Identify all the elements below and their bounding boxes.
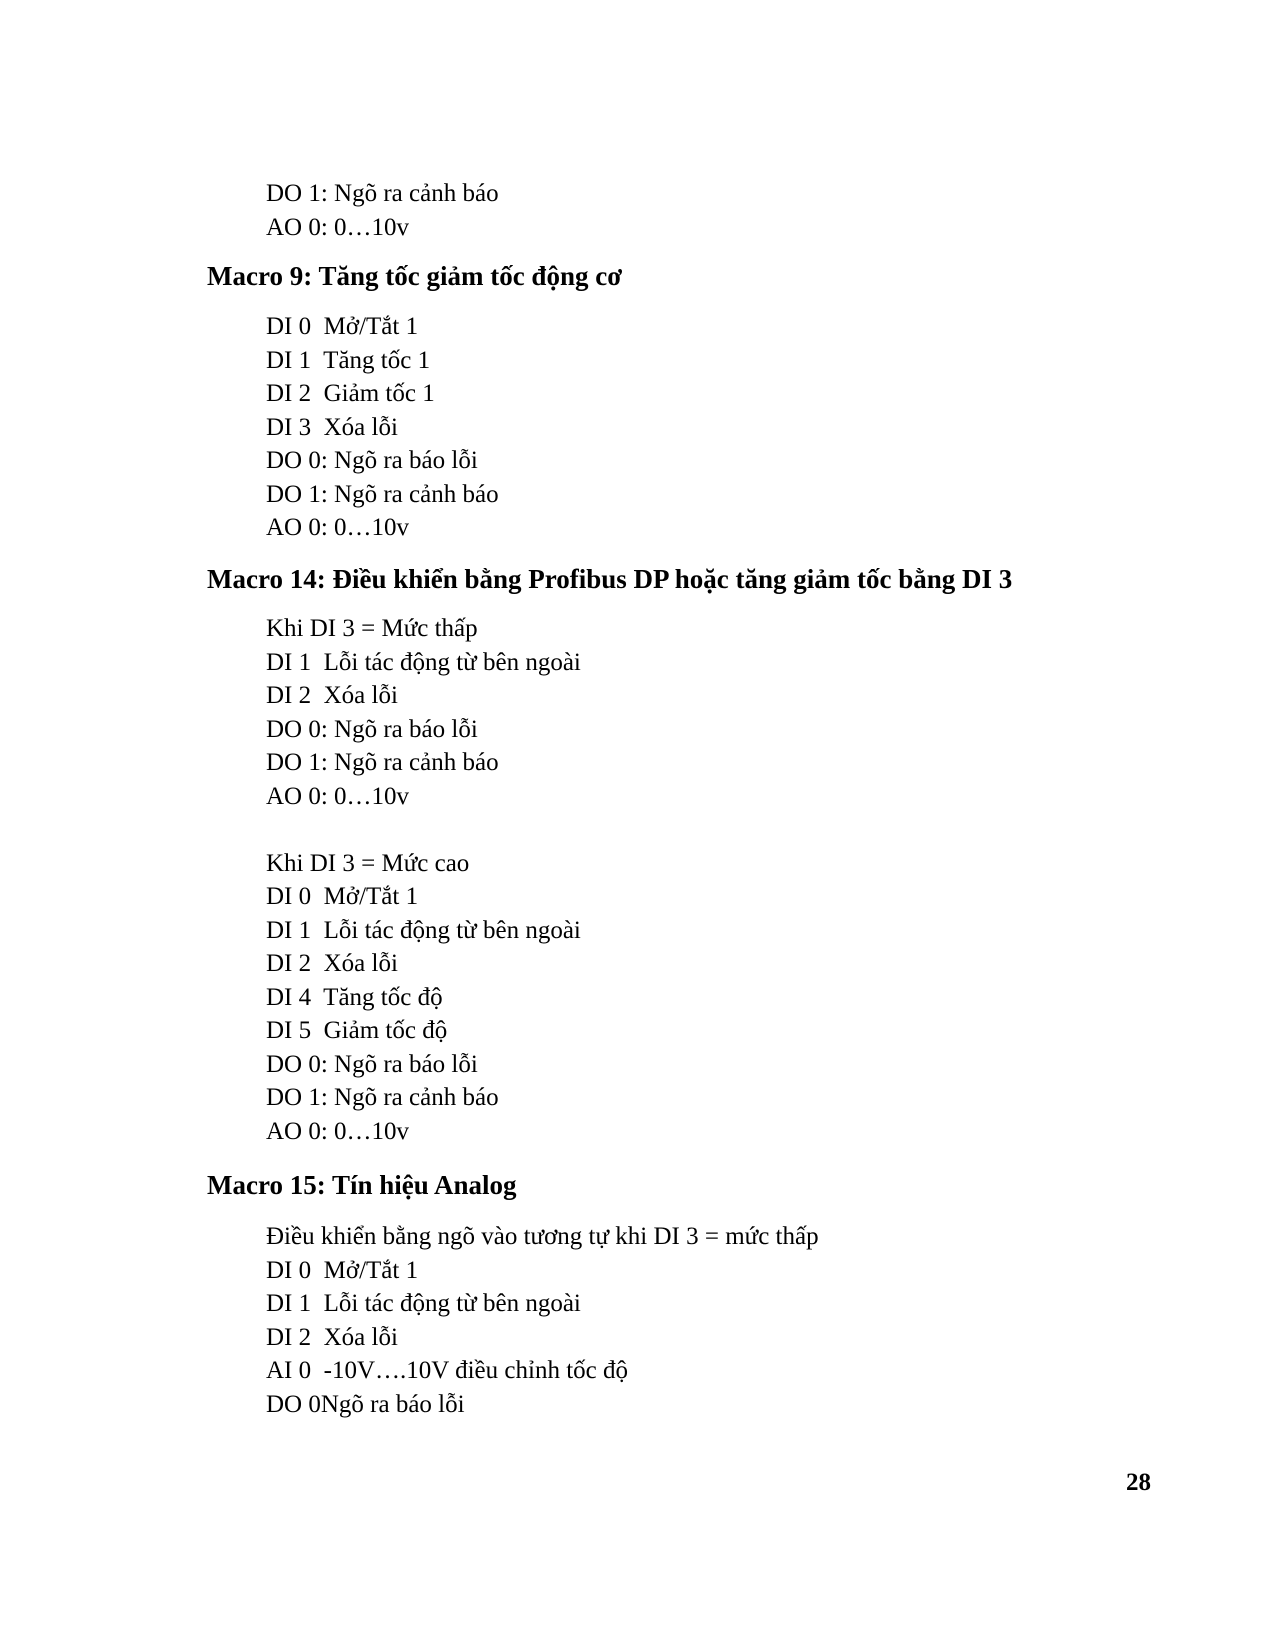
text-line: DI 2 Xóa lỗi [266,950,398,977]
text-line: DI 1 Lỗi tác động từ bên ngoài [266,916,581,944]
text-line: AI 0 -10V….10V điều chỉnh tốc độ [266,1357,628,1384]
text-line: DI 0 Mở/Tắt 1 [266,883,419,910]
text-line: AO 0: 0…10v [266,213,410,241]
text-line: DO 0Ngõ ra báo lỗi [266,1390,465,1418]
io-list-macro-9 [266,310,499,545]
heading-macro-15: Macro 15: Tín hiệu Analog [207,1170,517,1200]
text-line: DI 0 Mở/Tắt 1 [266,313,419,340]
text-line: DI 1 Tăng tốc 1 [266,346,431,374]
text-line: DO 0: Ngõ ra báo lỗi [266,1050,478,1078]
heading-macro-9: Macro 9: Tăng tốc giảm tốc động cơ [207,261,623,291]
text-line: AO 0: 0…10v [266,514,410,541]
text-line: AO 0: 0…10v [266,782,410,810]
text-line: DO 0: Ngõ ra báo lỗi [266,715,478,743]
text-line: DI 2 Xóa lỗi [266,682,398,709]
text-line: DI 2 Xóa lỗi [266,1323,398,1351]
text-line: Khi DI 3 = Mức thấp [266,615,478,642]
text-line: DI 5 Giảm tốc độ [266,1017,448,1044]
text-line: DO 1: Ngõ ra cảnh báo [266,180,499,207]
io-list-previous-macro [266,177,499,244]
text-line: DO 1: Ngõ ra cảnh báo [266,1084,499,1111]
text-line: DO 1: Ngõ ra cảnh báo [266,480,499,508]
text-line: DI 0 Mở/Tắt 1 [266,1256,419,1284]
heading-macro-14: Macro 14: Điều khiển bằng Profibus DP hoặc tăng giảm tốc bằng DI 3 [207,564,1013,594]
io-list-macro-15 [266,1220,819,1421]
text-line: DI 2 Giảm tốc 1 [266,380,435,407]
text-line: DI 3 Xóa lỗi [266,413,398,441]
text-line: AO 0: 0…10v [266,1117,410,1145]
text-line [266,813,581,847]
page-number: 28 [1126,1469,1151,1496]
io-list-macro-14 [266,612,581,1148]
text-line: Điều khiển bằng ngõ vào tương tự khi DI 3 = mức thấp [266,1223,819,1250]
text-line: DO 0: Ngõ ra báo lỗi [266,447,478,474]
text-line: DI 4 Tăng tốc độ [266,983,443,1011]
text-line: DO 1: Ngõ ra cảnh báo [266,749,499,776]
text-line: DI 1 Lỗi tác động từ bên ngoài [266,1290,581,1317]
text-line: DI 1 Lỗi tác động từ bên ngoài [266,648,581,676]
text-line: Khi DI 3 = Mức cao [266,849,470,877]
